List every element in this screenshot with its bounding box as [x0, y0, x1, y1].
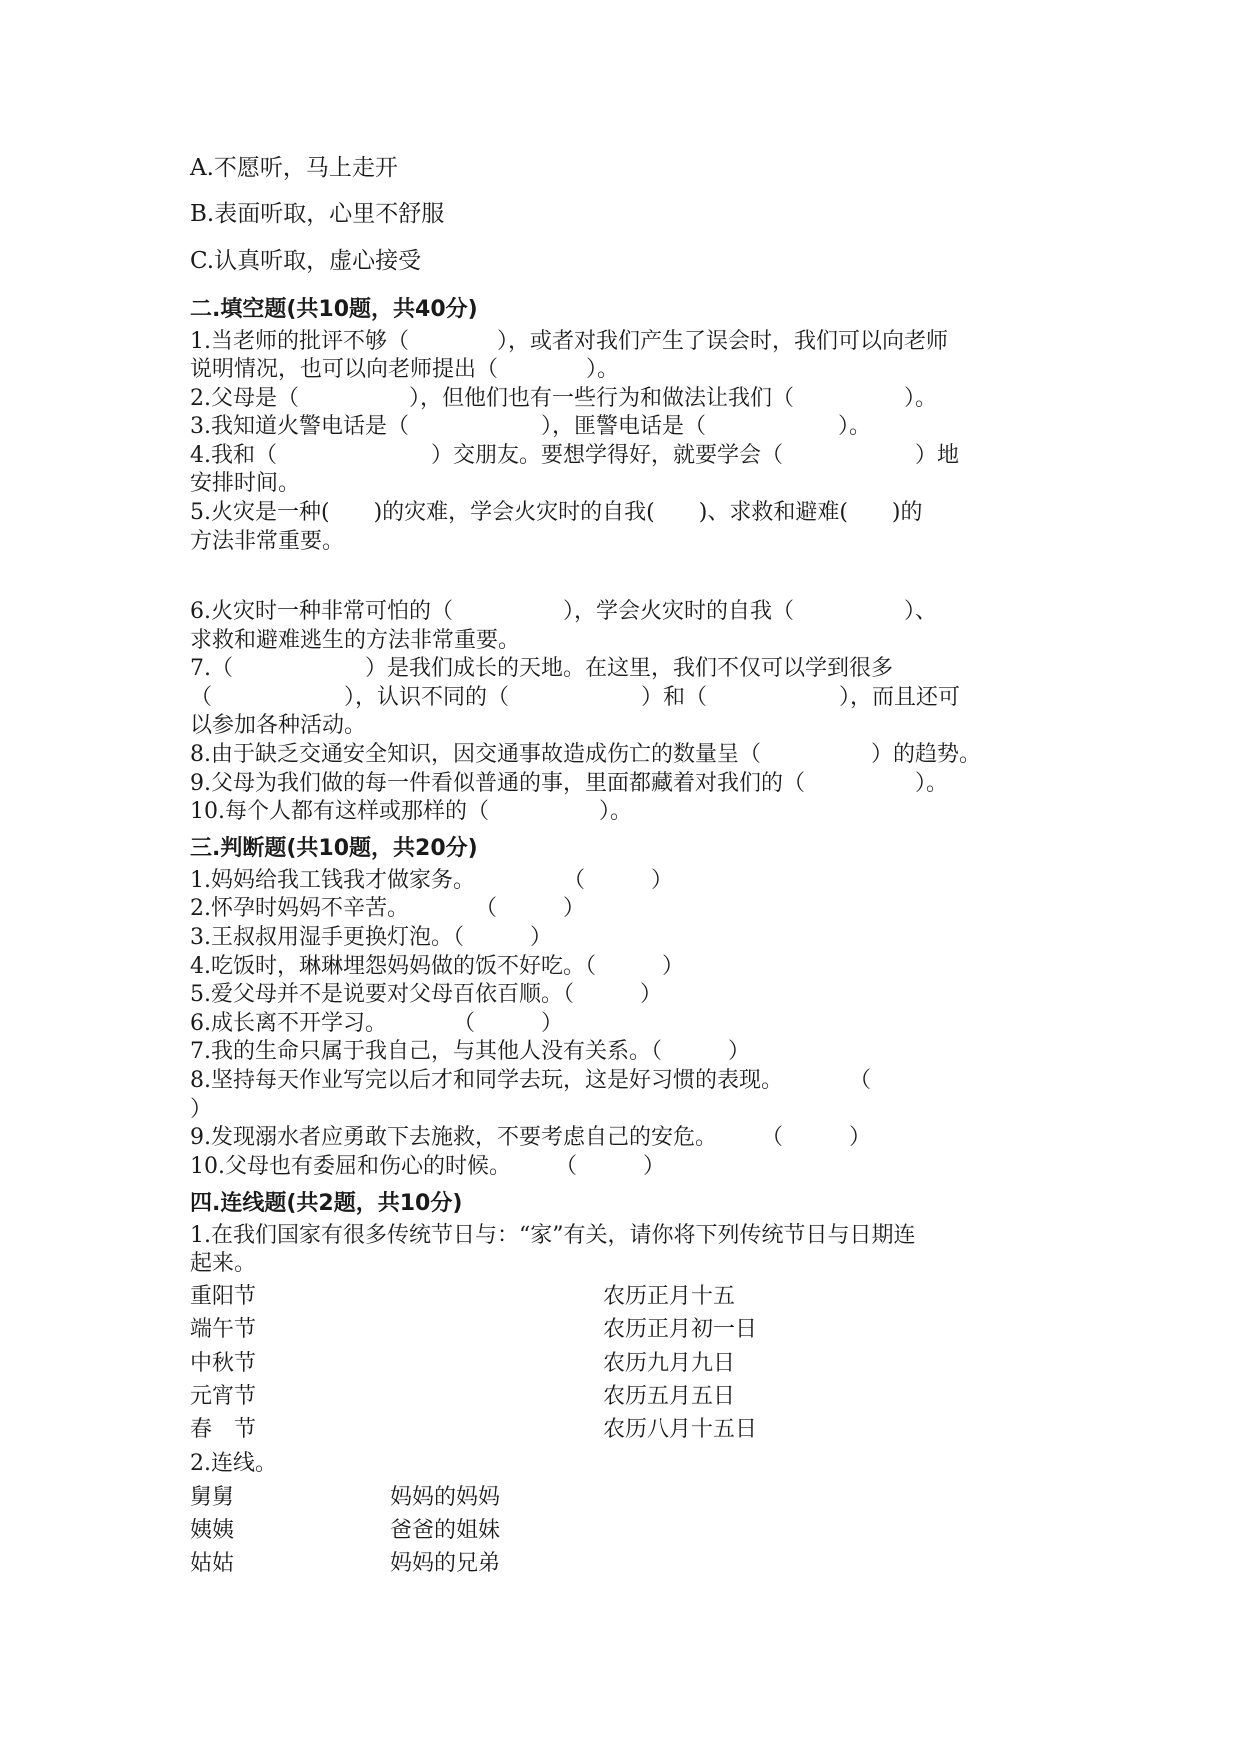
- question-line: 1.妈妈给我工钱我才做家务。 （ ）: [190, 868, 673, 893]
- question-line: 以参加各种活动。: [190, 713, 367, 738]
- relative-item: 姑姑: [190, 1551, 235, 1576]
- question-line: 9.父母为我们做的每一件看似普通的事，里面都藏着对我们的（ ）。: [190, 771, 948, 796]
- relative-item: 舅舅: [190, 1485, 235, 1510]
- relation-item: 爸爸的姐妹: [390, 1518, 501, 1543]
- question-line: 10.父母也有委屈和伤心的时候。 （ ）: [190, 1154, 665, 1179]
- question-line: 4.我和（ ）交朋友。要想学得好，就要学会（ ）地: [190, 443, 959, 468]
- question-line: ）: [190, 1097, 213, 1122]
- section-heading-true-false: 三.判断题(共10题，共20分): [190, 836, 478, 861]
- festival-item: 端午节: [190, 1317, 257, 1342]
- question-line: 求救和避难逃生的方法非常重要。: [190, 628, 521, 653]
- section-heading-fill-in: 二.填空题(共10题，共40分): [190, 297, 478, 322]
- option-c: C.认真听取，虚心接受: [190, 248, 422, 274]
- festival-item: 重阳节: [190, 1284, 257, 1309]
- festival-item: 元宵节: [190, 1384, 257, 1409]
- question-line: （ ），认识不同的（ ）和（ ），而且还可: [190, 685, 961, 710]
- question-line: 1.在我们国家有很多传统节日与：“家”有关，请你将下列传统节日与日期连: [190, 1223, 916, 1248]
- option-a: A.不愿听，马上走开: [190, 155, 398, 181]
- question-line: 3.我知道火警电话是（ ），匪警电话是（ ）。: [190, 414, 871, 439]
- relation-item: 妈妈的兄弟: [390, 1551, 501, 1576]
- question-line: 5.火灾是一种( )的灾难，学会火灾时的自我( )、求救和避难( )的: [190, 500, 923, 525]
- question-line: 5.爱父母并不是说要对父母百依百顺。（ ）: [190, 982, 662, 1007]
- option-b: B.表面听取，心里不舒服: [190, 201, 445, 227]
- question-line: 7.（ ）是我们成长的天地。在这里，我们不仅可以学到很多: [190, 656, 893, 681]
- date-item: 农历正月初一日: [603, 1317, 758, 1342]
- relative-item: 姨姨: [190, 1518, 235, 1543]
- date-item: 农历九月九日: [603, 1351, 736, 1376]
- section-heading-matching: 四.连线题(共2题，共10分): [190, 1191, 463, 1216]
- date-item: 农历五月五日: [603, 1384, 736, 1409]
- question-line: 2.连线。: [190, 1451, 277, 1476]
- question-line: 1.当老师的批评不够（ ），或者对我们产生了误会时，我们可以向老师: [190, 329, 948, 354]
- question-line: 4.吃饭时，琳琳埋怨妈妈做的饭不好吃。（ ）: [190, 954, 684, 979]
- question-line: 3.王叔叔用湿手更换灯泡。（ ）: [190, 925, 552, 950]
- question-line: 6.成长离不开学习。 （ ）: [190, 1011, 563, 1036]
- question-line: 6.火灾时一种非常可怕的（ ），学会火灾时的自我（ ）、: [190, 599, 937, 624]
- question-line: 7.我的生命只属于我自己，与其他人没有关系。（ ）: [190, 1039, 750, 1064]
- question-line: 10.每个人都有这样或那样的（ ）。: [190, 799, 632, 824]
- question-line: 2.父母是（ ），但他们也有一些行为和做法让我们（ ）。: [190, 386, 937, 411]
- relation-item: 妈妈的妈妈: [390, 1485, 501, 1510]
- question-line: 说明情况，也可以向老师提出（ ）。: [190, 357, 620, 382]
- question-line: 安排时间。: [190, 471, 301, 496]
- question-line: 8.坚持每天作业写完以后才和同学去玩，这是好习惯的表现。 （: [190, 1068, 871, 1093]
- question-line: 9.发现溺水者应勇敢下去施救，不要考虑自己的安危。 （ ）: [190, 1125, 871, 1150]
- date-item: 农历正月十五: [603, 1284, 736, 1309]
- question-line: 8.由于缺乏交通安全知识，因交通事故造成伤亡的数量呈（ ）的趋势。: [190, 742, 981, 767]
- festival-item: 中秋节: [190, 1351, 257, 1376]
- question-line: 起来。: [190, 1251, 257, 1276]
- festival-item: 春 节: [190, 1417, 257, 1442]
- question-line: 方法非常重要。: [190, 529, 345, 554]
- date-item: 农历八月十五日: [603, 1417, 758, 1442]
- question-line: 2.怀孕时妈妈不辛苦。 （ ）: [190, 896, 585, 921]
